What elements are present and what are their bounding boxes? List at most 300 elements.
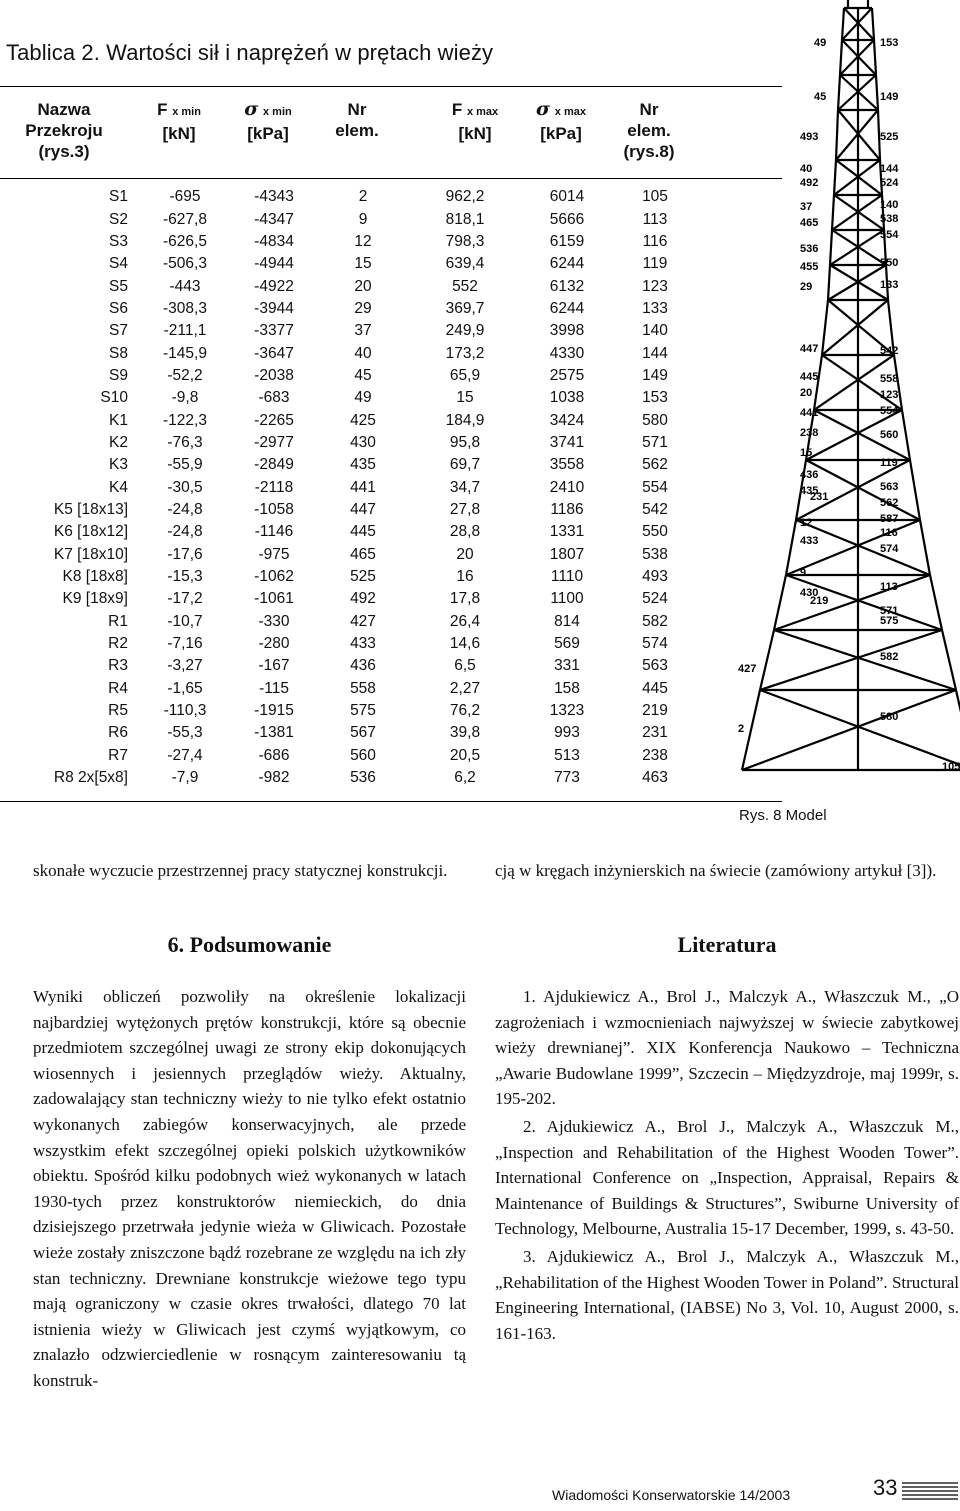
element-number-label: 119 xyxy=(880,457,898,469)
element-number-label: 441 xyxy=(800,407,819,419)
table-cell: S7 xyxy=(109,322,128,340)
table-cell: 3998 xyxy=(549,322,585,340)
element-number-label: 433 xyxy=(800,535,819,547)
table-cell: 123 xyxy=(642,277,668,295)
table-cell: 69,7 xyxy=(449,456,481,474)
table-cell: -626,5 xyxy=(163,232,207,250)
tower-member xyxy=(774,575,930,630)
left-intro-text: skonałe wyczucie przestrzennej pracy statycznej konstrukcji. xyxy=(33,861,448,880)
table-cell: 2 xyxy=(358,188,368,206)
table-cell: S1 xyxy=(109,188,128,206)
table-cell: R2 xyxy=(108,635,128,653)
element-number-label: 427 xyxy=(738,663,757,675)
header-nr2 xyxy=(604,99,694,162)
header-name-line3: (rys.3) xyxy=(38,142,90,161)
table-cell: R3 xyxy=(108,657,128,675)
table-row xyxy=(0,745,700,767)
table-cell: -4347 xyxy=(254,210,294,228)
table-cell: K8 [18x8] xyxy=(62,568,128,586)
tower-member xyxy=(796,520,930,575)
table-cell: -55,9 xyxy=(167,456,203,474)
table-row xyxy=(0,186,700,208)
element-number-label: 524 xyxy=(880,177,899,189)
table-cell: -115 xyxy=(259,679,289,697)
table-cell: 563 xyxy=(642,657,668,675)
table-cell: 524 xyxy=(642,590,668,608)
element-number-label: 580 xyxy=(880,711,899,723)
table-cell: 1323 xyxy=(549,702,585,720)
table-cell: R8 2x[5x8] xyxy=(53,769,128,787)
table-cell: 116 xyxy=(642,232,668,250)
header-name xyxy=(14,99,114,162)
tower-member xyxy=(742,690,760,770)
tower-member xyxy=(806,460,920,520)
table-cell: -4343 xyxy=(254,188,294,206)
table-cell: 2575 xyxy=(549,366,585,384)
table-cell: 153 xyxy=(642,389,668,407)
header-smin xyxy=(222,99,314,144)
table-cell: 993 xyxy=(554,724,580,742)
table-caption: Tablica 2. Wartości sił i naprężeń w prętach wieży xyxy=(6,40,494,65)
table-cell: -4922 xyxy=(254,277,294,295)
element-number-label: 153 xyxy=(880,37,899,49)
table-cell: R1 xyxy=(108,612,128,630)
table-cell: -2118 xyxy=(254,478,294,496)
element-number-label: 560 xyxy=(880,429,899,441)
table-cell: 447 xyxy=(350,500,376,518)
element-number-label: 133 xyxy=(880,279,899,291)
table-cell: 1100 xyxy=(550,590,584,608)
table-cell: 184,9 xyxy=(445,411,485,429)
table-cell: 574 xyxy=(642,635,668,653)
table-cell: 16 xyxy=(456,568,474,586)
table-cell: 6244 xyxy=(549,299,585,317)
table-cell: 2,27 xyxy=(449,679,481,697)
table-cell: 560 xyxy=(350,746,376,764)
element-number-label: 536 xyxy=(800,243,819,255)
table-row xyxy=(0,566,700,588)
table-cell: -982 xyxy=(258,769,290,787)
tower-member xyxy=(760,630,942,690)
tower-element-labels xyxy=(738,37,960,773)
table-row xyxy=(0,275,700,297)
table-cell: -122,3 xyxy=(163,411,207,429)
table-cell: 95,8 xyxy=(449,433,481,451)
table-cell: -27,4 xyxy=(167,746,203,764)
table-cell: 369,7 xyxy=(445,299,485,317)
figure-caption: Rys. 8 Model xyxy=(739,807,827,824)
table-cell: 582 xyxy=(642,612,668,630)
header-nr1-line2: elem. xyxy=(335,121,379,140)
table-cell: -1915 xyxy=(254,702,294,720)
table-cell: 15 xyxy=(456,389,474,407)
table-cell: 49 xyxy=(354,389,372,407)
element-number-label: 554 xyxy=(880,405,899,417)
table-cell: 113 xyxy=(642,210,668,228)
table-row xyxy=(0,476,700,498)
element-number-label: 562 xyxy=(880,497,899,509)
table-cell: -24,8 xyxy=(167,500,203,518)
table-row xyxy=(0,208,700,230)
table-cell: -443 xyxy=(169,277,201,295)
table-cell: 29 xyxy=(354,299,372,317)
element-number-label: 571 xyxy=(880,605,899,617)
table-row xyxy=(0,521,700,543)
table-cell: 37 xyxy=(354,322,372,340)
header-smin-sub: x min xyxy=(263,106,292,118)
table-cell: 562 xyxy=(642,456,668,474)
table-cell: -686 xyxy=(258,746,290,764)
header-fmin-unit: [kN] xyxy=(162,124,196,143)
table-cell: -3944 xyxy=(254,299,294,317)
tower-member xyxy=(956,690,960,770)
table-cell: 14,6 xyxy=(449,635,481,653)
tower-member xyxy=(910,460,920,520)
table-cell: 231 xyxy=(642,724,668,742)
table-cell: 5666 xyxy=(549,210,585,228)
table-row xyxy=(0,298,700,320)
table-cell: -280 xyxy=(258,635,290,653)
tower-member xyxy=(930,575,942,630)
header-smax-symbol: σ xyxy=(536,98,551,120)
element-number-label: 37 xyxy=(800,201,813,213)
table-row xyxy=(0,700,700,722)
table-cell: R5 xyxy=(108,702,128,720)
table-cell: 536 xyxy=(350,769,376,787)
element-number-label: 15 xyxy=(800,447,813,459)
element-number-label: 574 xyxy=(880,543,899,555)
header-smax-sub: x max xyxy=(554,106,586,118)
table-cell: 513 xyxy=(554,746,580,764)
table-row xyxy=(0,409,700,431)
element-number-label: 149 xyxy=(880,91,899,103)
table-cell: 76,2 xyxy=(449,702,481,720)
table-cell: K6 [18x12] xyxy=(53,523,128,541)
table-cell: 149 xyxy=(642,366,668,384)
element-number-label: 238 xyxy=(800,427,819,439)
element-number-label: 554 xyxy=(880,229,899,241)
section-heading-summary: 6. Podsumowanie xyxy=(167,932,332,957)
table-cell: 441 xyxy=(350,478,376,496)
table-cell: 773 xyxy=(554,769,580,787)
table-row xyxy=(0,320,700,342)
tower-structure xyxy=(742,0,960,770)
table-cell: 9 xyxy=(358,210,368,228)
header-fmin-symbol: F xyxy=(157,100,168,119)
table-cell: S5 xyxy=(109,277,128,295)
table-row xyxy=(0,678,700,700)
table-cell: -3377 xyxy=(254,322,294,340)
table-cell: -2038 xyxy=(254,366,294,384)
reference-item: 1. Ajdukiewicz A., Brol J., Malczyk A., Właszczuk M., „O zagrożeniach i wzmocnieniach najwyższej w świecie zabytkowej wieży drewnianej”. XIX Konferencja Naukowo – Techniczna „Awarie Budowlane 1999”, Szczecin – Międzyzdroje, maj 1999r, s. 195-202. xyxy=(495,987,959,1109)
table-cell: 1807 xyxy=(549,545,585,563)
right-column-intro xyxy=(495,858,959,884)
element-number-label: 9 xyxy=(800,567,807,579)
table-header-rule xyxy=(0,178,782,179)
table-cell: 3558 xyxy=(549,456,585,474)
tower-member xyxy=(834,160,836,195)
element-number-label: 144 xyxy=(880,163,899,175)
table-cell: S4 xyxy=(109,255,128,273)
table-cell: 538 xyxy=(642,545,668,563)
element-number-label: 582 xyxy=(880,651,899,663)
reference-item: 2. Ajdukiewicz A., Brol J., Malczyk A., Właszczuk M., „Inspection and Rehabilitation of the Highest Wooden Tower”. International Conference on „Inspection, Appraisal, Repairs & Maintenance of Buildings & Structures”, Swiburne University of Technology, Melbourne, Australia 15-17 December, 1999, s. 43-50. xyxy=(495,1116,959,1239)
table-cell: 435 xyxy=(350,456,376,474)
table-cell: -683 xyxy=(258,389,290,407)
table-row xyxy=(0,633,700,655)
table-cell: -55,3 xyxy=(167,724,203,742)
element-number-label: 542 xyxy=(880,345,899,357)
journal-footer: Wiadomości Konserwatorskie 14/2003 xyxy=(552,1487,791,1503)
table-cell: -330 xyxy=(258,612,290,630)
table-row xyxy=(0,767,700,789)
element-number-label: 455 xyxy=(800,261,819,273)
tower-model-figure xyxy=(730,0,960,800)
table-cell: -76,3 xyxy=(167,433,203,451)
table-row xyxy=(0,365,700,387)
table-cell: -110,3 xyxy=(163,702,207,720)
table-row xyxy=(0,231,700,253)
table-row xyxy=(0,499,700,521)
table-cell: -308,3 xyxy=(163,299,207,317)
header-nr2-line1: Nr xyxy=(639,100,659,119)
tower-member xyxy=(838,75,840,110)
table-cell: 219 xyxy=(642,702,668,720)
table-cell: K7 [18x10] xyxy=(53,545,128,563)
table-row xyxy=(0,544,700,566)
table-cell: 463 xyxy=(642,769,668,787)
table-cell: 6132 xyxy=(549,277,585,295)
table-cell: 140 xyxy=(642,322,668,340)
header-name-line2: Przekroju xyxy=(25,121,103,140)
table-cell: 550 xyxy=(642,523,668,541)
forces-table xyxy=(0,186,700,789)
table-cell: 492 xyxy=(350,590,376,608)
tower-member xyxy=(874,40,876,75)
table-cell: 3424 xyxy=(549,411,585,429)
table-cell: 65,9 xyxy=(449,366,481,384)
table-cell: 3741 xyxy=(549,433,585,451)
table-cell: 1186 xyxy=(550,500,584,518)
table-cell: 1331 xyxy=(549,523,585,541)
table-cell: R4 xyxy=(108,679,128,697)
tower-member xyxy=(828,265,830,300)
element-number-label: 105 xyxy=(942,761,960,773)
table-cell: 20 xyxy=(354,277,372,295)
tower-member xyxy=(872,8,874,40)
table-cell: -17,6 xyxy=(167,545,203,563)
table-cell: S3 xyxy=(109,232,128,250)
left-column-intro xyxy=(33,858,466,884)
tower-member xyxy=(830,230,832,265)
table-cell: 569 xyxy=(554,635,580,653)
element-number-label: 12 xyxy=(800,517,813,529)
reference-item: 3. Ajdukiewicz A., Brol J., Malczyk A., Właszczuk M., „Rehabilitation of the Highest Wooden Tower in Poland”. Structural Engineering International, (IABSE) No 3, Vol. 10, August 2000, s. 161-163. xyxy=(495,1246,959,1343)
tower-member xyxy=(774,630,956,690)
table-cell: K4 xyxy=(109,478,128,496)
table-cell: 558 xyxy=(350,679,376,697)
tower-member xyxy=(920,520,930,575)
element-number-label: 445 xyxy=(800,371,819,383)
tower-member xyxy=(760,690,960,770)
element-number-label: 550 xyxy=(880,257,899,269)
table-cell: K5 [18x13] xyxy=(53,500,128,518)
table-cell: 15 xyxy=(354,255,372,273)
table-cell: -975 xyxy=(258,545,290,563)
table-cell: K9 [18x9] xyxy=(62,590,128,608)
tower-member xyxy=(942,630,956,690)
table-cell: -627,8 xyxy=(163,210,207,228)
element-number-label: 20 xyxy=(800,387,813,399)
table-cell: -10,7 xyxy=(167,612,203,630)
table-cell: -24,8 xyxy=(167,523,203,541)
element-number-label: 116 xyxy=(880,527,898,539)
element-number-label: 587 xyxy=(880,513,899,525)
table-cell: 4330 xyxy=(549,344,585,362)
table-cell: 580 xyxy=(642,411,668,429)
table-cell: -3,27 xyxy=(167,657,203,675)
header-fmax-sub: x max xyxy=(466,106,499,118)
table-cell: 1038 xyxy=(549,389,585,407)
table-cell: 425 xyxy=(350,411,376,429)
element-number-label: 447 xyxy=(800,343,819,355)
table-cell: 962,2 xyxy=(445,188,485,206)
table-cell: -1146 xyxy=(254,523,294,541)
table-cell: 445 xyxy=(350,523,376,541)
table-cell: 6244 xyxy=(549,255,585,273)
table-cell: K3 xyxy=(109,456,128,474)
table-cell: 28,8 xyxy=(449,523,481,541)
element-number-label: 493 xyxy=(800,131,819,143)
footer-rule-decoration xyxy=(902,1481,958,1503)
table-cell: 12 xyxy=(354,232,372,250)
table-cell: 39,8 xyxy=(449,724,481,742)
table-cell: 26,4 xyxy=(449,612,481,630)
table-cell: -695 xyxy=(169,188,201,206)
table-cell: S6 xyxy=(109,299,128,317)
table-cell: -2265 xyxy=(254,411,294,429)
element-number-label: 231 xyxy=(810,491,829,503)
element-number-label: 558 xyxy=(880,373,899,385)
table-cell: 20,5 xyxy=(449,746,481,764)
header-smax xyxy=(518,99,604,144)
table-cell: 40 xyxy=(354,344,372,362)
header-fmin-sub: x min xyxy=(172,106,201,118)
table-row xyxy=(0,387,700,409)
table-cell: 238 xyxy=(642,746,668,764)
table-cell: 45 xyxy=(354,366,372,384)
table-cell: 34,7 xyxy=(449,478,481,496)
table-cell: -4944 xyxy=(254,255,294,273)
table-row xyxy=(0,432,700,454)
table-cell: 433 xyxy=(350,635,376,653)
table-cell: -2849 xyxy=(254,456,294,474)
table-cell: -1,65 xyxy=(167,679,203,697)
table-row xyxy=(0,611,700,633)
table-cell: 567 xyxy=(350,724,376,742)
table-cell: 6,5 xyxy=(454,657,476,675)
header-nr1-line1: Nr xyxy=(347,100,367,119)
table-cell: 27,8 xyxy=(449,500,481,518)
table-cell: -4834 xyxy=(254,232,294,250)
table-cell: -2977 xyxy=(254,433,294,451)
element-number-label: 140 xyxy=(880,199,899,211)
table-cell: 158 xyxy=(554,679,580,697)
table-cell: 144 xyxy=(642,344,668,362)
tower-member xyxy=(786,520,796,575)
element-number-label: 49 xyxy=(814,37,827,49)
table-cell: 818,1 xyxy=(445,210,485,228)
table-cell: 105 xyxy=(642,188,668,206)
table-cell: -1061 xyxy=(254,590,294,608)
table-cell: 20 xyxy=(456,545,474,563)
table-cell: 639,4 xyxy=(445,255,485,273)
table-cell: 571 xyxy=(642,433,668,451)
header-fmax-unit: [kN] xyxy=(458,124,492,143)
element-number-label: 430 xyxy=(800,587,819,599)
element-number-label: 436 xyxy=(800,469,819,481)
element-number-label: 40 xyxy=(800,163,813,175)
element-number-label: 113 xyxy=(880,581,898,593)
left-column-body xyxy=(33,984,466,1394)
tower-member xyxy=(742,690,956,770)
table-cell: 249,9 xyxy=(445,322,485,340)
page-number: 33 xyxy=(873,1475,898,1500)
table-cell: S9 xyxy=(109,366,128,384)
table-cell: 17,8 xyxy=(449,590,481,608)
table-cell: K2 xyxy=(109,433,128,451)
tower-member xyxy=(832,195,834,230)
table-body xyxy=(0,186,700,789)
element-number-label: 525 xyxy=(880,131,899,143)
tower-member xyxy=(836,110,838,160)
element-number-label: 219 xyxy=(810,595,829,607)
tower-member xyxy=(902,410,910,460)
table-cell: 552 xyxy=(452,277,478,295)
table-cell: -167 xyxy=(258,657,290,675)
table-cell: 465 xyxy=(350,545,376,563)
table-cell: -7,9 xyxy=(171,769,199,787)
element-number-label: 465 xyxy=(800,217,819,229)
table-cell: -1062 xyxy=(254,568,294,586)
summary-paragraph: Wyniki obliczeń pozwoliły na określenie lokalizacji najbardziej wytężonych prętów konstrukcji, które są obecnie przedmiotem szczególnej uwagi ze strony ekip dokonujących wiosennych i jesiennych przeglądów wieży. Aktualny, zadowalający stan techniczny wieży to nie tylko efekt ostatnio wykonanych zabiegów konserwacyjnych, ale przede wszystkim efekt szczególnej opieki polskich użytkowników obiektu. Spośród kilku podobnych wież wykonanych w latach 1930-tych przez konstruktorów niemieckich, do dnia dzisiejszego przetrwała jedynie wieża w Gliwicach. Pozostałe wieże zostały zniszczone bądź rozebrane ze względu na ich zły stan techniczny. Drewniane konstrukcje wieżowe tego typu mają ograniczony w czasie okres trwałości, dlatego 70 lat istnienia wieży w Gliwicach jest czymś wyjątkowym, co znalazło odzwierciedlenie w rosnącym zainteresowaniu tą konstruk- xyxy=(33,987,466,1390)
table-cell: 430 xyxy=(350,433,376,451)
tower-member xyxy=(822,300,828,355)
table-row xyxy=(0,588,700,610)
table-cell: -15,3 xyxy=(167,568,203,586)
element-number-label: 575 xyxy=(880,615,899,627)
table-cell: 1110 xyxy=(550,568,584,586)
header-smin-unit: [kPa] xyxy=(247,124,289,143)
table-row xyxy=(0,253,700,275)
table-cell: 6159 xyxy=(549,232,585,250)
tower-member xyxy=(840,40,842,75)
table-cell: 331 xyxy=(554,657,580,675)
header-fmax-symbol: F xyxy=(451,100,463,119)
table-cell: 173,2 xyxy=(445,344,485,362)
element-number-label: 538 xyxy=(880,213,899,225)
header-nr2-line3: (rys.8) xyxy=(623,142,675,161)
table-cell: 133 xyxy=(642,299,668,317)
header-name-line1: Nazwa xyxy=(37,100,91,119)
header-smax-unit: [kPa] xyxy=(540,124,582,143)
table-row xyxy=(0,655,700,677)
header-nr1 xyxy=(314,99,400,141)
table-cell: 436 xyxy=(350,657,376,675)
table-cell: S8 xyxy=(109,344,128,362)
table-cell: R7 xyxy=(108,746,128,764)
table-cell: -52,2 xyxy=(167,366,203,384)
